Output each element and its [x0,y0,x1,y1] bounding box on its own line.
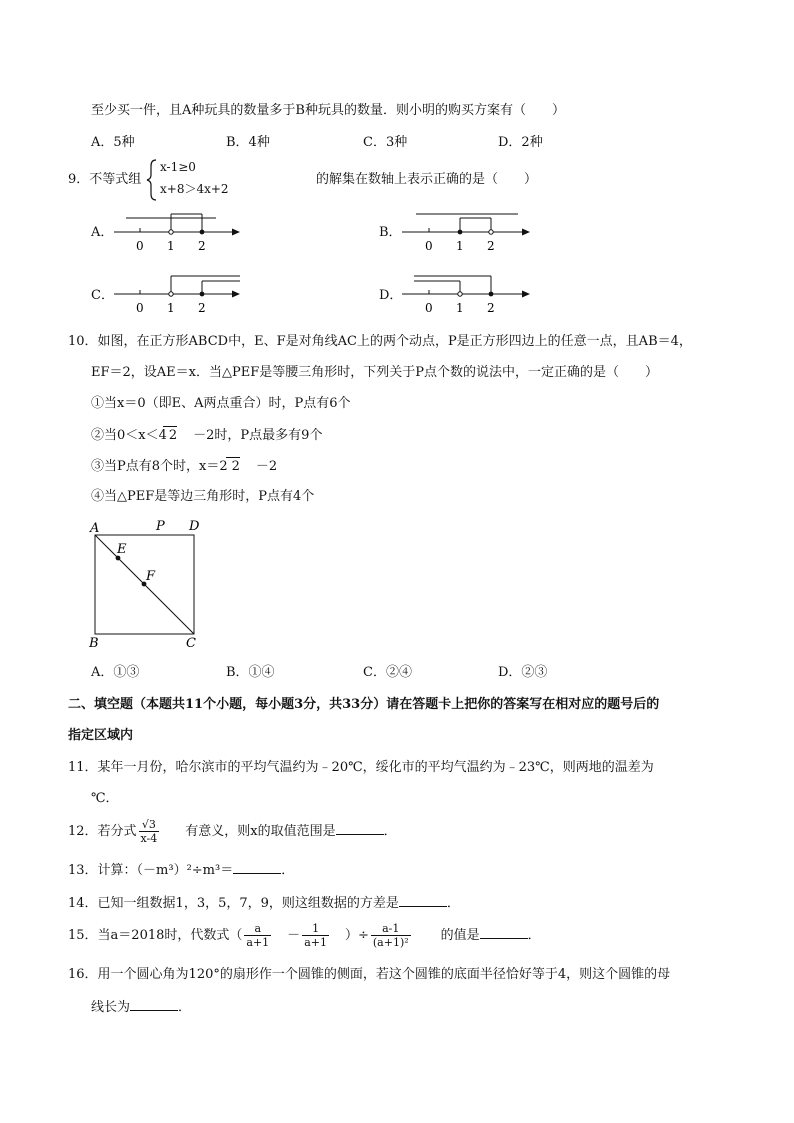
q15: 15．当a＝2018时，代数式（ $\frac{a}{a+1}$ － $\frac{1}{a+1}$ ）÷ $\frac{a-1}{\text{(a+1)²}}$ 的值是 ． [68,922,541,949]
q10-line-2: EF＝2，设AE＝x．当△PEF是等腰三角形时，下列关于P点个数的说法中，一定正确的是（ ） [91,365,658,380]
point-b-label: B [89,636,99,651]
q9-inequality-2: x+8＞4x+2 [160,182,229,196]
q10-option-d: D．②③ [498,665,548,680]
tick-1: 1 [167,239,175,253]
q8-tail: 至少买一件，且A种玩具的数量多于B种玩具的数量．则小明的购买方案有（ ） [91,103,565,118]
point-d-label: D [189,519,200,534]
point-c-label: C [186,636,196,651]
q13-answer-blank[interactable] [233,861,281,874]
tick-2: 2 [198,301,206,315]
tick-1: 1 [167,301,175,315]
q10-statement-2: ②当0＜x＜4 2 －2时，P点最多有9个 [91,428,323,443]
q8-option-c: C．3种 [363,135,408,150]
q8-option-b: B．4种 [226,135,270,150]
q9-suffix: 的解集在数轴上表示正确的是（ ） [316,172,538,187]
tick-2: 2 [198,239,206,253]
section-2-heading-cont: 指定区域内 [68,728,134,743]
q10-square-figure [86,516,208,652]
q10-option-b: B．①④ [226,665,275,680]
q10-line-1: 10．如图，在正方形ABCD中，E、F是对角线AC上的两个动点，P是正方形四边上的任意一点，且AB＝4， [68,334,692,349]
section-2-heading: 二、填空题（本题共11个小题，每小题3分，共33分）请在答题卡上把你的答案写在相对应的题号后的 [68,697,660,712]
q14-answer-blank[interactable] [399,894,447,907]
q10-statement-4: ④当△PEF是等边三角形时，P点有4个 [91,489,315,504]
q9-label-b: B． [379,225,402,240]
q9-label-a: A． [91,225,114,240]
point-a-label: A [90,521,100,536]
q12-answer-blank[interactable] [336,822,384,835]
tick-0: 0 [425,301,433,315]
q9-label-c: C． [91,288,114,303]
q8-option-d: D．2种 [498,135,543,150]
q8-option-a: A．5种 [91,135,135,150]
tick-0: 0 [136,301,144,315]
q9-numberline-a [112,210,244,258]
q13: 13．计算：（－m³）²÷m³＝ ． [68,863,295,878]
tick-2: 2 [487,239,495,253]
point-e-label: E [117,542,127,557]
tick-2: 2 [487,301,495,315]
q9-label-d: D． [379,288,403,303]
q9-brace [146,158,158,202]
q15-answer-blank[interactable] [480,926,528,939]
q9-numberline-b [400,210,536,258]
q10-option-a: A．①③ [91,665,140,680]
q9-numberline-c [112,272,244,320]
q16-line-1: 16．用一个圆心角为120°的扇形作一个圆锥的侧面，若这个圆锥的底面半径恰好等于4，则这个圆锥的母 [68,967,671,982]
tick-1: 1 [456,239,464,253]
q11-line-2: ℃． [91,791,119,806]
q11-line-1: 11．某年一月份，哈尔滨市的平均气温约为﹣20℃，绥化市的平均气温约为﹣23℃，则两地的温差为 [68,760,654,775]
q9-prefix: 9．不等式组 [68,172,142,187]
q9-numberline-d [400,272,536,320]
q10-option-c: C．②④ [363,665,412,680]
q12: 12．若分式 $\frac{√3}{x-4}$ 有意义，则x的取值范围是 ． [68,818,397,845]
point-f-label: F [146,569,156,584]
q16-answer-blank[interactable] [130,998,178,1011]
tick-1: 1 [456,301,464,315]
q14: 14．已知一组数据1，3，5，7，9，则这组数据的方差是 ． [68,896,460,911]
q16-line-2: 线长为 ． [91,1000,192,1015]
q10-statement-3: ③当P点有8个时，x＝2 2 －2 [91,459,278,474]
q9-inequality-1: x-1≥0 [160,160,196,174]
tick-0: 0 [425,239,433,253]
point-p-label: P [156,519,165,534]
tick-0: 0 [136,239,144,253]
q10-statement-1: ①当x＝0（即E、A两点重合）时，P点有6个 [91,396,351,411]
